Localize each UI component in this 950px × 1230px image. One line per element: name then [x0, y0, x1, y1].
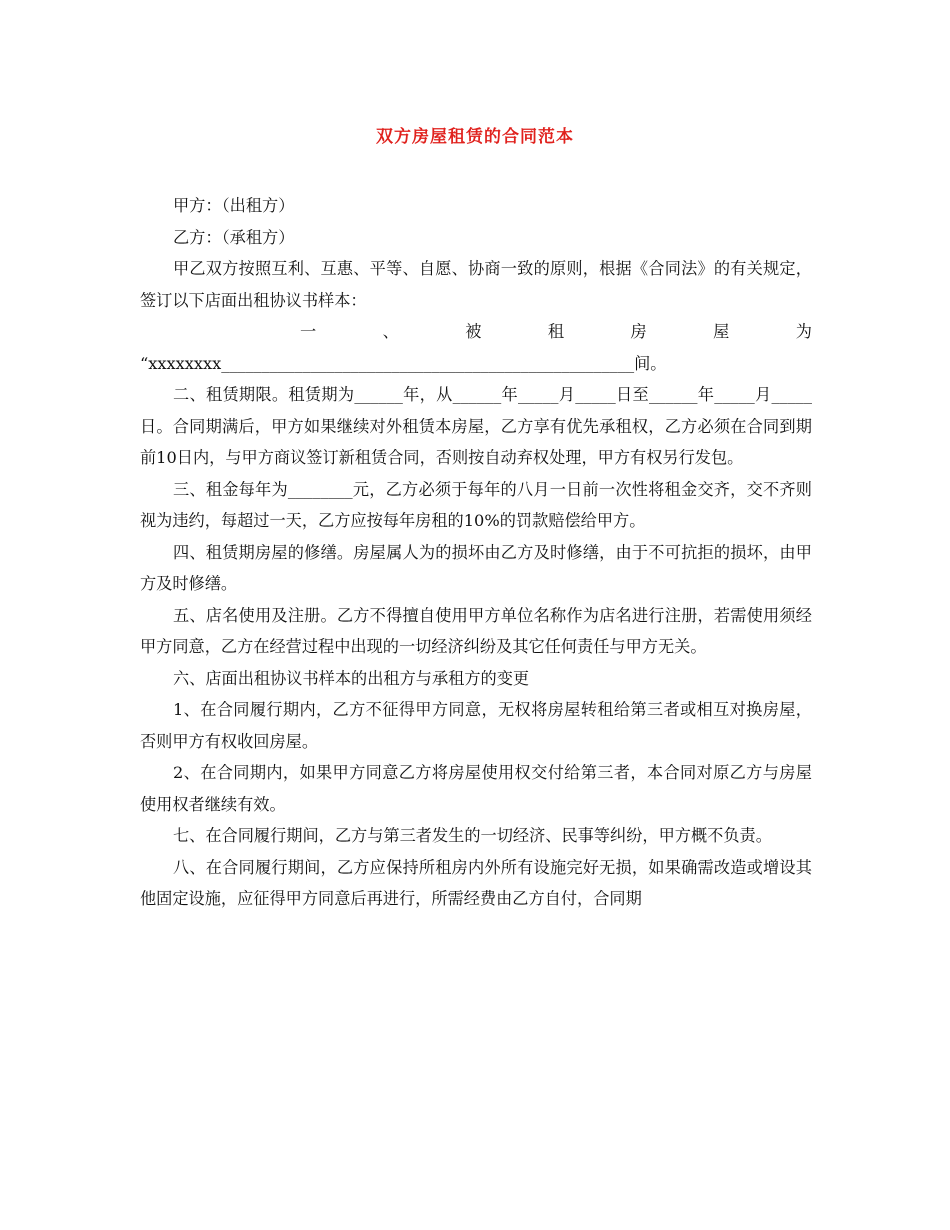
- clause-1-heading: [140, 316, 812, 348]
- clause-1-char: 屋: [713, 322, 730, 341]
- party-b-line: 乙方：（承租方）: [173, 227, 295, 247]
- clause-1-char: 、: [382, 322, 399, 341]
- clause-7-paragraph: 七、在合同履行期间，乙方与第三者发生的一切经济、民事等纠纷，甲方概不负责。: [173, 826, 772, 845]
- clause-8-paragraph: 八、在合同履行期间，乙方应保持所租房内外所有设施完好无损，如果确需改造或增设其他固定设施，应征得甲方同意后再进行，所需经费由乙方自付，合同期: [140, 857, 812, 908]
- clause-1-line: “xxxxxxxx___________________________________________________间。: [140, 353, 667, 373]
- clause-2-paragraph: 二、租赁期限。租赁期为______年，从______年_____月_____日至______年_____月_____日。合同期满后，甲方如果继续对外租赁本房屋，乙方享有优先承租权，乙方必须在合同到期前10日内，与甲方商议签订新租赁合同，否则按自动弃权处理，甲方有权另行发包。: [140, 385, 812, 467]
- clause-5-paragraph: 五、店名使用及注册。乙方不得擅自使用甲方单位名称作为店名进行注册，若需使用须经甲方同意，乙方在经营过程中出现的一切经济纠纷及其它任何责任与甲方无关。: [140, 605, 812, 656]
- clause-6-1-paragraph: 1、在合同履行期内，乙方不征得甲方同意，无权将房屋转租给第三者或相互对换房屋，否则甲方有权收回房屋。: [140, 700, 812, 751]
- clause-1-char: 为: [795, 322, 812, 341]
- clause-1-char: 被: [465, 322, 482, 341]
- clause-3-paragraph: 三、租金每年为________元，乙方必须于每年的八月一日前一次性将租金交齐，交不齐则视为违约，每超过一天，乙方应按每年房租的10%的罚款赔偿给甲方。: [140, 479, 812, 530]
- clause-6-2-paragraph: 2、在合同期内，如果甲方同意乙方将房屋使用权交付给第三者，本合同对原乙方与房屋使用权者继续有效。: [140, 763, 812, 814]
- document-body: [140, 190, 812, 915]
- clause-1-char: 房: [630, 322, 647, 341]
- clause-6-heading: 六、店面出租协议书样本的出租方与承租方的变更: [173, 668, 530, 688]
- party-a-line: 甲方：（出租方）: [173, 196, 295, 215]
- document-title: 双方房屋租赁的合同范本: [376, 127, 574, 147]
- clause-1-char: 租: [547, 322, 565, 341]
- clause-4-paragraph: 四、租赁期房屋的修缮。房屋属人为的损坏由乙方及时修缮，由于不可抗拒的损坏，由甲方及时修缮。: [140, 542, 812, 593]
- intro-paragraph: 甲乙双方按照互利、互惠、平等、自愿、协商一致的原则，根据《合同法》的有关规定，签订以下店面出租协议书样本：: [140, 259, 812, 310]
- clause-1-char: 一: [300, 322, 317, 341]
